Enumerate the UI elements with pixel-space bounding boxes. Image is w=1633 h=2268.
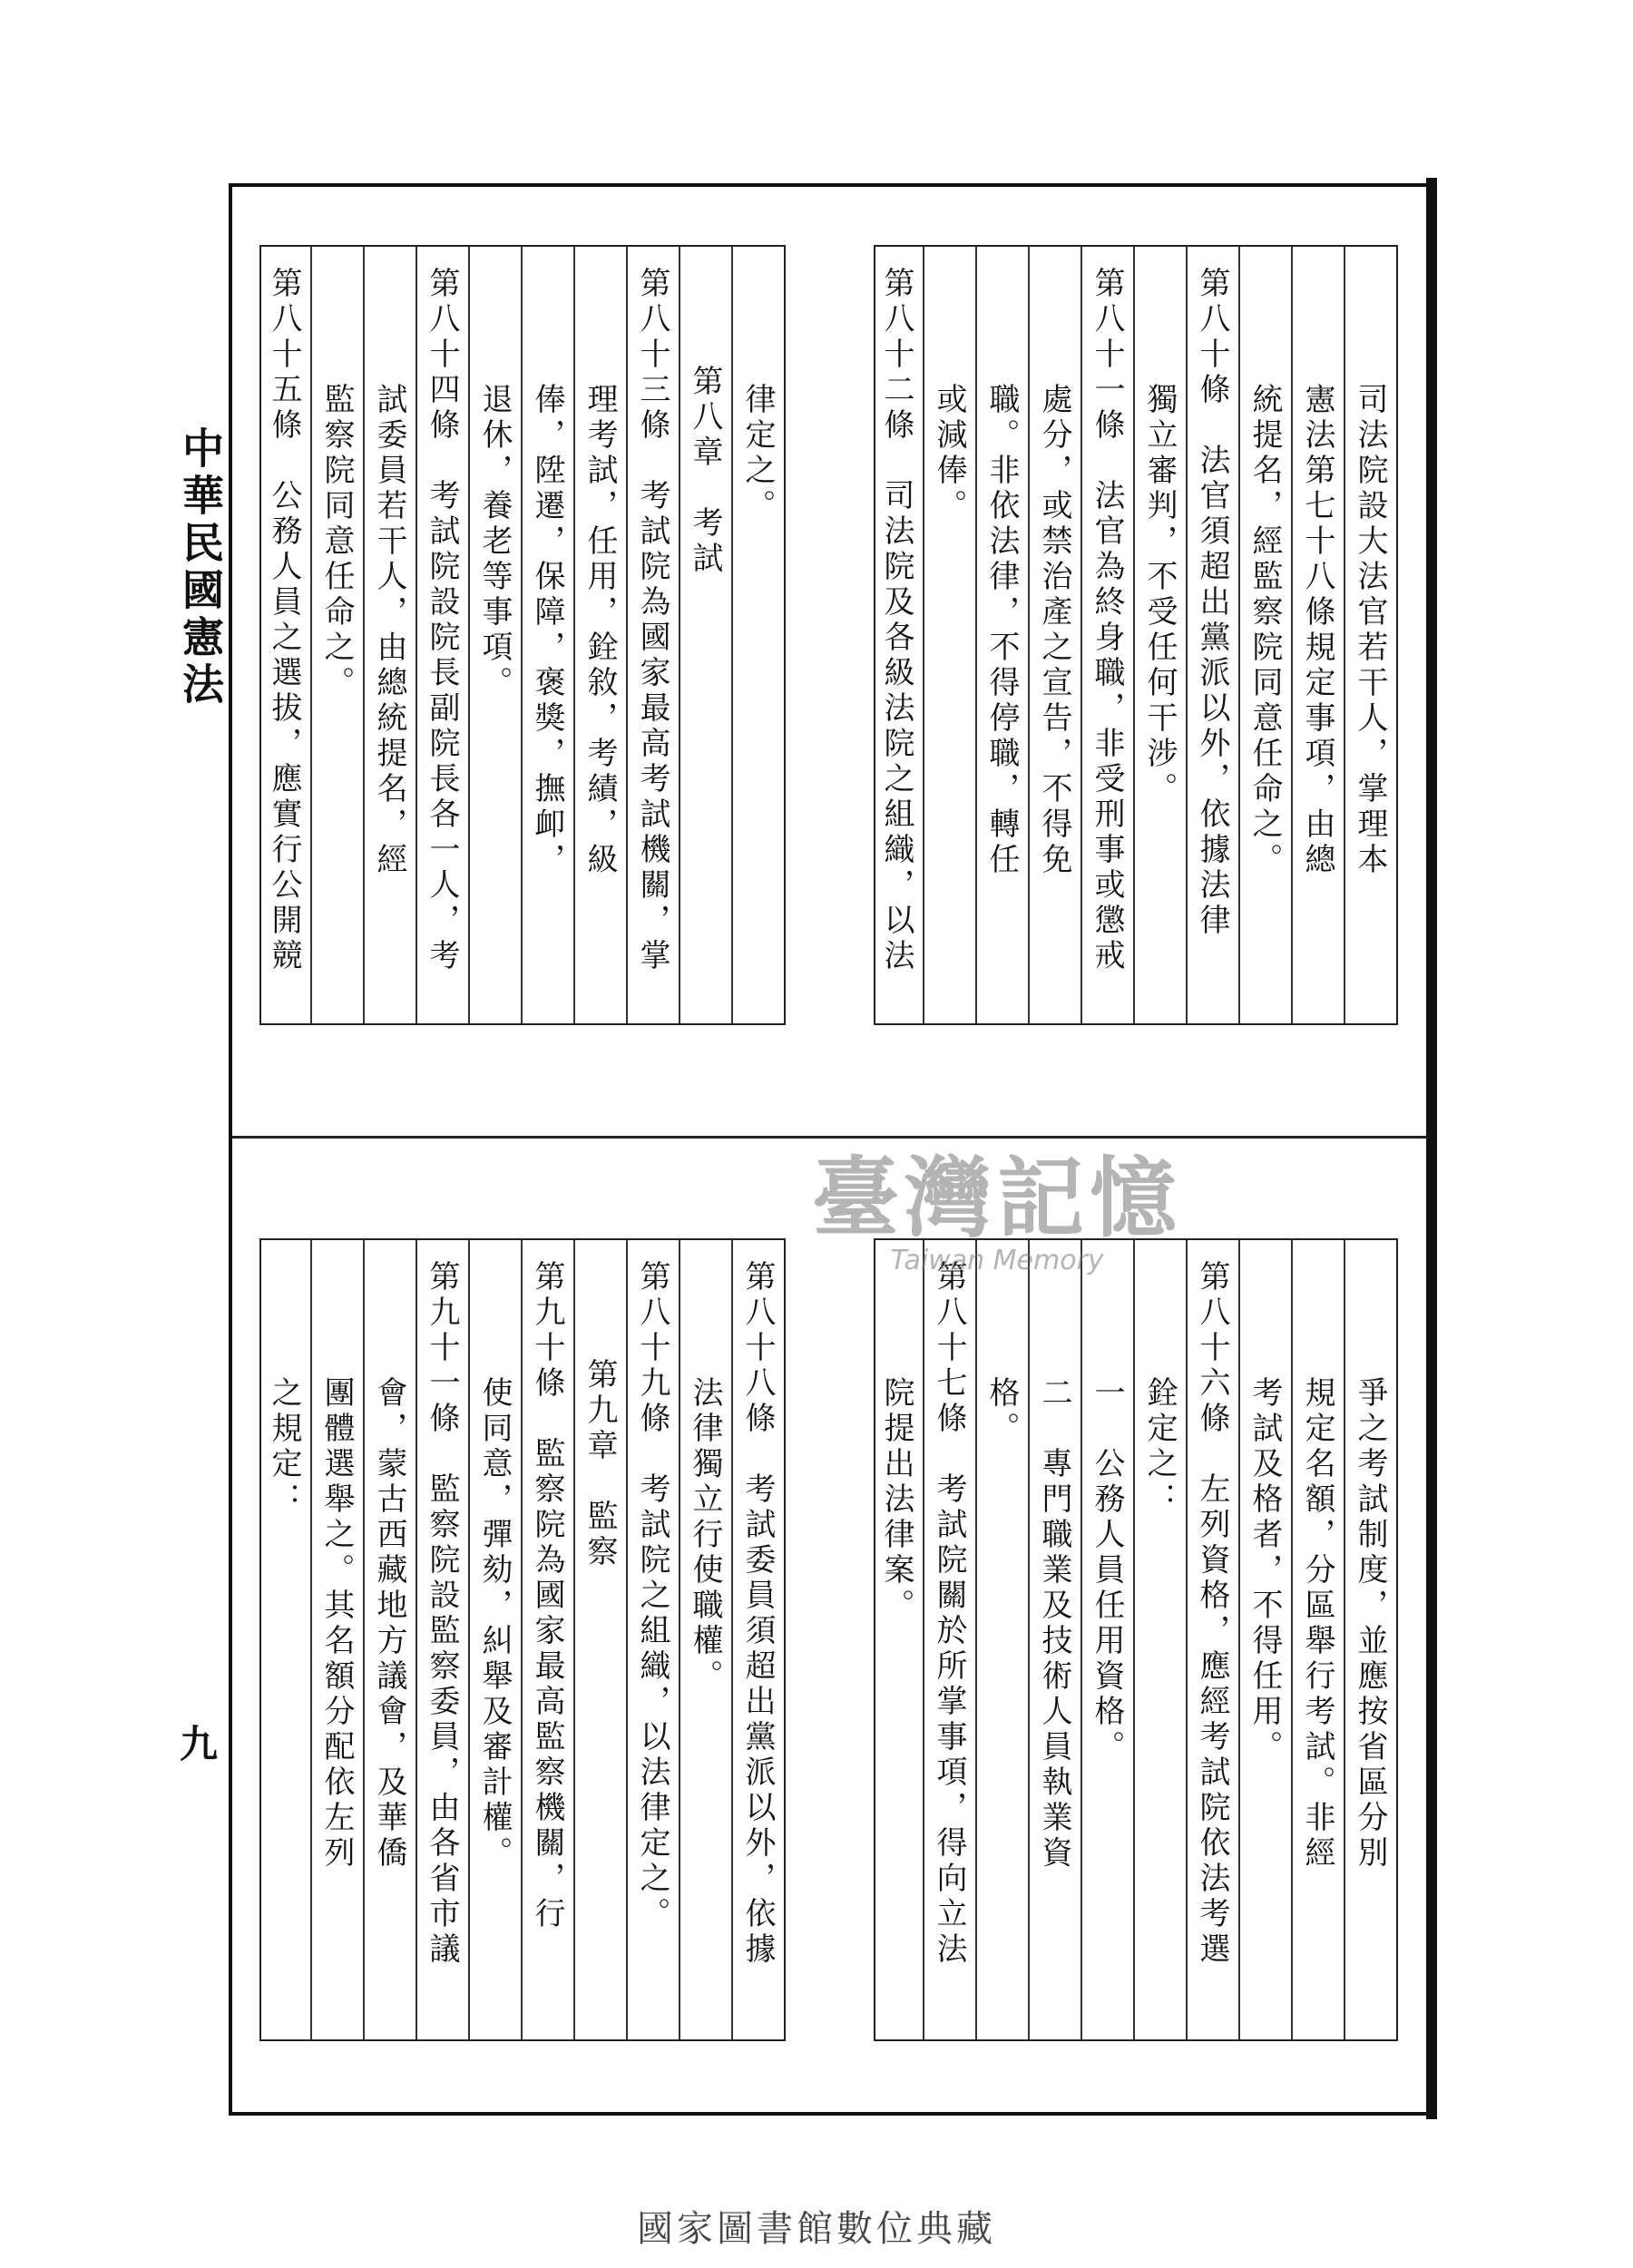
text-column: 第八十七條 考試院關於所掌事項，得向立法 bbox=[923, 1240, 975, 2039]
text-column: 第八十八條 考試委員須超出黨派以外，依據 bbox=[731, 1240, 784, 2039]
text-column: 第八十六條 左列資格，應經考試院依法考選 bbox=[1186, 1240, 1238, 2039]
text-column: 使同意，彈劾，糾舉及審計權。 bbox=[468, 1240, 521, 2039]
text-column: 統提名，經監察院同意任命之。 bbox=[1238, 247, 1291, 1023]
text-column: 俸，陞遷，保障，褒獎，撫卹， bbox=[521, 247, 573, 1023]
text-column: 會，蒙古西藏地方議會，及華僑 bbox=[363, 1240, 416, 2039]
text-column: 考試及格者，不得任用。 bbox=[1238, 1240, 1291, 2039]
text-column: 律定之。 bbox=[731, 247, 784, 1023]
page-side-title: 中華民國憲法 bbox=[176, 426, 225, 709]
text-column: 之規定： bbox=[266, 1376, 302, 1518]
page-number: 九 bbox=[180, 1722, 219, 1766]
text-column: 第九十條 監察院為國家最高監察機關，行 bbox=[521, 1240, 573, 2039]
text-column: 爭之考試制度，並應按省區分別 bbox=[1344, 1240, 1396, 2039]
text-column: 第九十一條 監察院設監察委員，由各省市議 bbox=[416, 1240, 468, 2039]
text-column: 第八十條 法官須超出黨派以外，依據法律 bbox=[1186, 247, 1238, 1023]
text-column: 司法院設大法官若干人，掌理本 bbox=[1344, 247, 1396, 1023]
text-column: 監察院同意任命之。 bbox=[310, 247, 363, 1023]
text-column: 試委員若干人，由總統提名，經 bbox=[363, 247, 416, 1023]
text-column: 憲法第七十八條規定事項，由總 bbox=[1291, 247, 1344, 1023]
text-column: 銓定之： bbox=[1133, 1240, 1186, 2039]
text-column: 第九章 監察 bbox=[573, 1240, 626, 2039]
text-column: 第八十四條 考試院設院長副院長各一人，考 bbox=[416, 247, 468, 1023]
panel-top-right bbox=[874, 245, 1398, 1025]
text-column: 處分，或禁治產之宣告，不得免 bbox=[1028, 247, 1081, 1023]
text-column: 團體選舉之。其名額分配依左列 bbox=[310, 1240, 363, 2039]
watermark-chinese: 臺灣記憶 bbox=[812, 1147, 1182, 1249]
footer-credit: 國家圖書館數位典藏 bbox=[637, 2208, 996, 2250]
taiwan-memory-watermark bbox=[812, 1129, 1182, 1276]
text-column: 理考試，任用，銓敘，考績，級 bbox=[573, 247, 626, 1023]
text-column: 第八十二條 司法院及各級法院之組織，以法 bbox=[878, 267, 914, 974]
text-column: 退休，養老等事項。 bbox=[468, 247, 521, 1023]
panel-bottom-right bbox=[874, 1238, 1398, 2041]
panel-top-left bbox=[259, 245, 786, 1025]
panel-bottom-left bbox=[259, 1238, 786, 2041]
text-column: 第八十一條 法官為終身職，非受刑事或懲戒 bbox=[1081, 247, 1133, 1023]
text-column: 院提出法律案。 bbox=[878, 1376, 914, 1624]
text-column: 第八十三條 考試院為國家最高考試機關，掌 bbox=[626, 247, 679, 1023]
text-column: 格。 bbox=[975, 1240, 1028, 2039]
text-column: 第八十九條 考試院之組織，以法律定之。 bbox=[626, 1240, 679, 2039]
text-column: 或減俸。 bbox=[923, 247, 975, 1023]
text-column: 規定名額，分區舉行考試。非經 bbox=[1291, 1240, 1344, 2039]
text-column: 法律獨立行使職權。 bbox=[679, 1240, 731, 2039]
text-column: 第八十五條 公務人員之選拔，應實行公開競 bbox=[266, 267, 302, 974]
watermark-english: Taiwan Memory bbox=[890, 1245, 1104, 1276]
text-column: 職。非依法律，不得停職，轉任 bbox=[975, 247, 1028, 1023]
text-column: 一 公務人員任用資格。 bbox=[1081, 1240, 1133, 2039]
text-column: 二 專門職業及技術人員執業資 bbox=[1028, 1240, 1081, 2039]
frame-binding-edge bbox=[1426, 178, 1437, 2119]
text-column: 獨立審判，不受任何干涉。 bbox=[1133, 247, 1186, 1023]
text-column: 第八章 考試 bbox=[679, 247, 731, 1023]
